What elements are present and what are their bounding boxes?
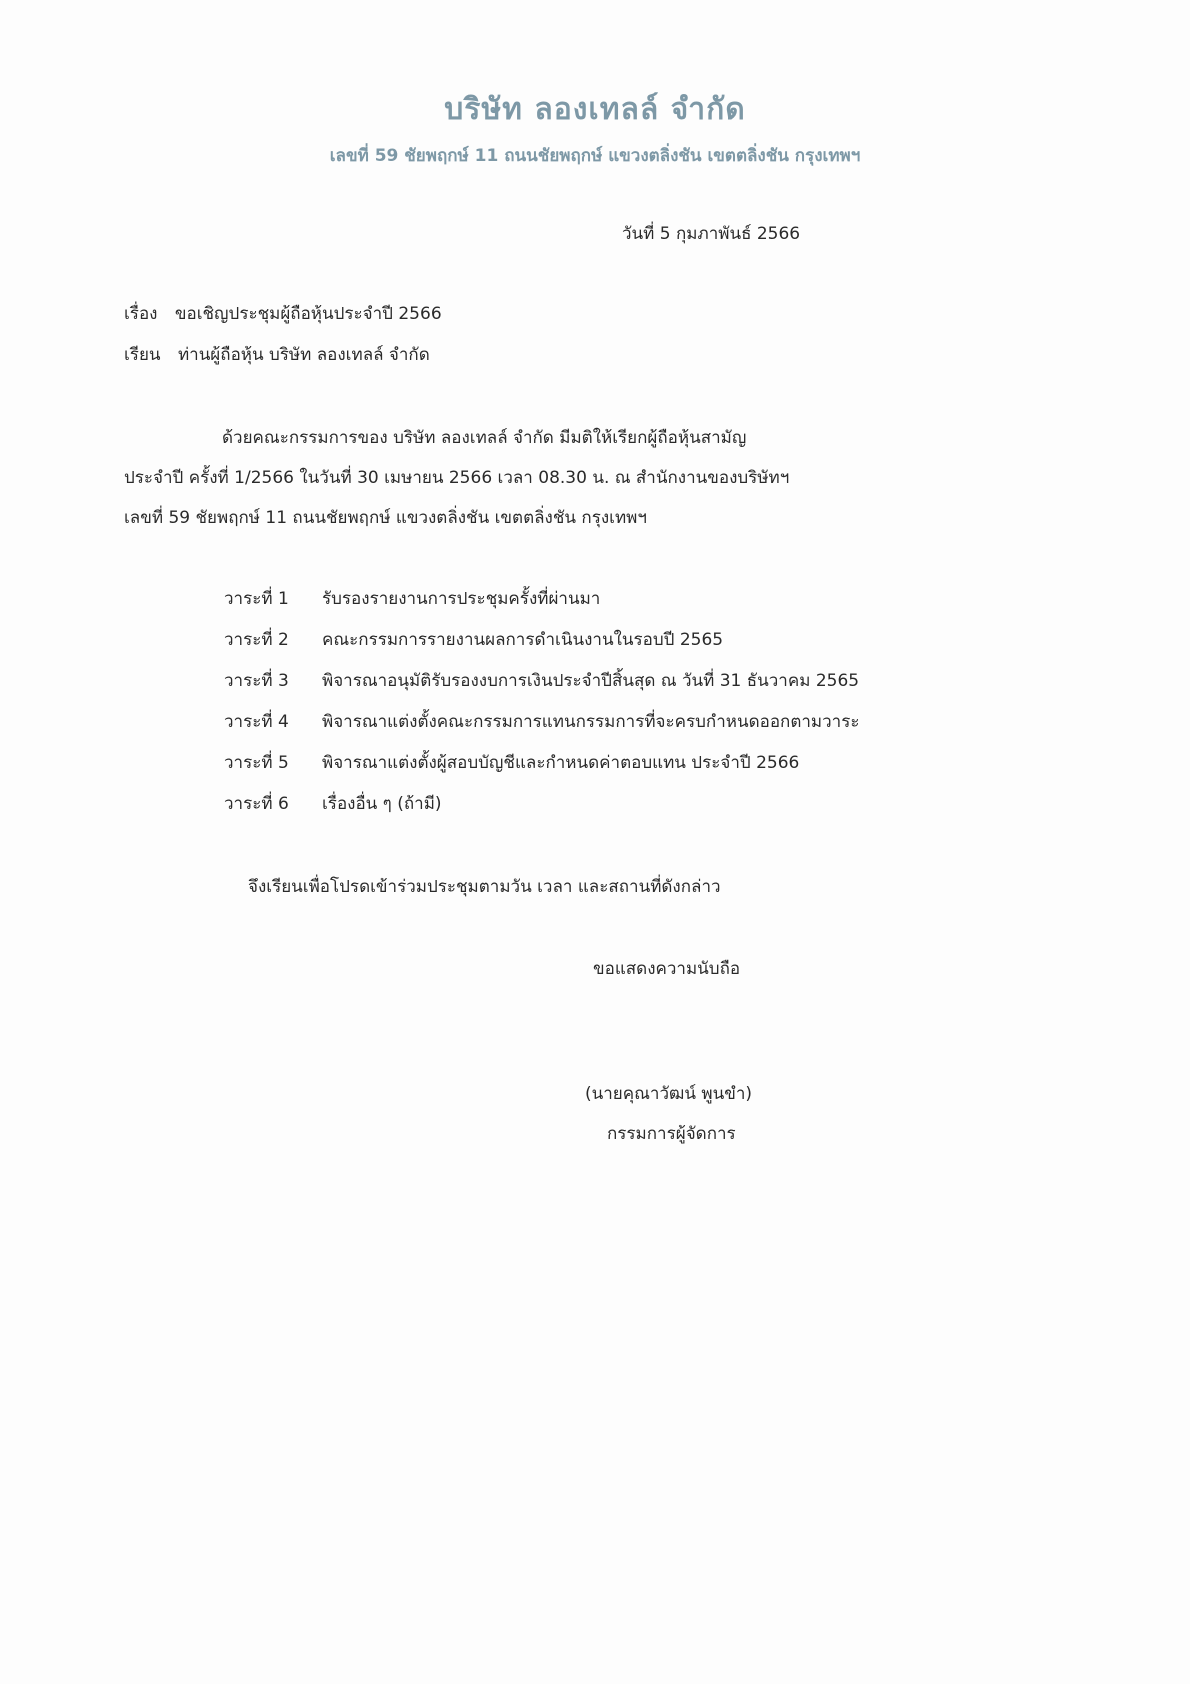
signer-name: (นายคุณาวัฒน์ พูนขำ) <box>585 1084 753 1104</box>
body-line-3: เลขที่ 59 ชัยพฤกษ์ 11 ถนนชัยพฤกษ์ แขวงตลิ่งชัน เขตตลิ่งชัน กรุงเทพฯ <box>124 508 647 528</box>
agenda-number: วาระที่ 4 <box>224 712 289 732</box>
agenda-number: วาระที่ 5 <box>224 753 289 773</box>
agenda-number: วาระที่ 6 <box>224 794 289 814</box>
agenda-item <box>224 790 442 817</box>
letter-date: วันที่ 5 กุมภาพันธ์ 2566 <box>622 224 801 244</box>
body-line-1: ด้วยคณะกรรมการของ บริษัท ลองเทลล์ จำกัด มีมติให้เรียกผู้ถือหุ้นสามัญ <box>222 428 747 448</box>
recipient-text: ท่านผู้ถือหุ้น บริษัท ลองเทลล์ จำกัด <box>177 345 430 365</box>
agenda-item <box>224 708 859 735</box>
agenda-number: วาระที่ 1 <box>224 589 289 609</box>
body-line-2: ประจำปี ครั้งที่ 1/2566 ในวันที่ 30 เมษายน 2566 เวลา 08.30 น. ณ สำนักงานของบริษัทฯ <box>124 468 790 488</box>
closing-regards: ขอแสดงความนับถือ <box>593 959 741 979</box>
company-address: เลขที่ 59 ชัยพฤกษ์ 11 ถนนชัยพฤกษ์ แขวงตลิ่งชัน เขตตลิ่งชัน กรุงเทพฯ <box>329 146 861 166</box>
agenda-text: พิจารณาแต่งตั้งผู้สอบบัญชีและกำหนดค่าตอบแทน ประจำปี 2566 <box>322 753 800 773</box>
recipient-label: เรียน <box>124 345 161 365</box>
agenda-text: รับรองรายงานการประชุมครั้งที่ผ่านมา <box>322 589 601 609</box>
closing-invitation: จึงเรียนเพื่อโปรดเข้าร่วมประชุมตามวัน เวลา และสถานที่ดังกล่าว <box>248 877 721 897</box>
company-name: บริษัท ลองเทลล์ จำกัด <box>444 92 746 127</box>
signer-title: กรรมการผู้จัดการ <box>607 1124 736 1144</box>
subject-line <box>124 300 442 327</box>
agenda-item <box>224 667 859 694</box>
agenda-item <box>224 749 799 776</box>
agenda-item <box>224 585 600 612</box>
agenda-text: คณะกรรมการรายงานผลการดำเนินงานในรอบปี 2565 <box>322 630 724 650</box>
agenda-text: เรื่องอื่น ๆ (ถ้ามี) <box>322 794 442 814</box>
agenda-item <box>224 626 723 653</box>
agenda-number: วาระที่ 3 <box>224 671 289 691</box>
agenda-number: วาระที่ 2 <box>224 630 289 650</box>
subject-text: ขอเชิญประชุมผู้ถือหุ้นประจำปี 2566 <box>174 304 442 324</box>
agenda-text: พิจารณาแต่งตั้งคณะกรรมการแทนกรรมการที่จะครบกำหนดออกตามวาระ <box>322 712 860 732</box>
subject-label: เรื่อง <box>124 304 158 324</box>
agenda-text: พิจารณาอนุมัติรับรองงบการเงินประจำปีสิ้นสุด ณ วันที่ 31 ธันวาคม 2565 <box>322 671 860 691</box>
recipient-line <box>124 341 430 368</box>
